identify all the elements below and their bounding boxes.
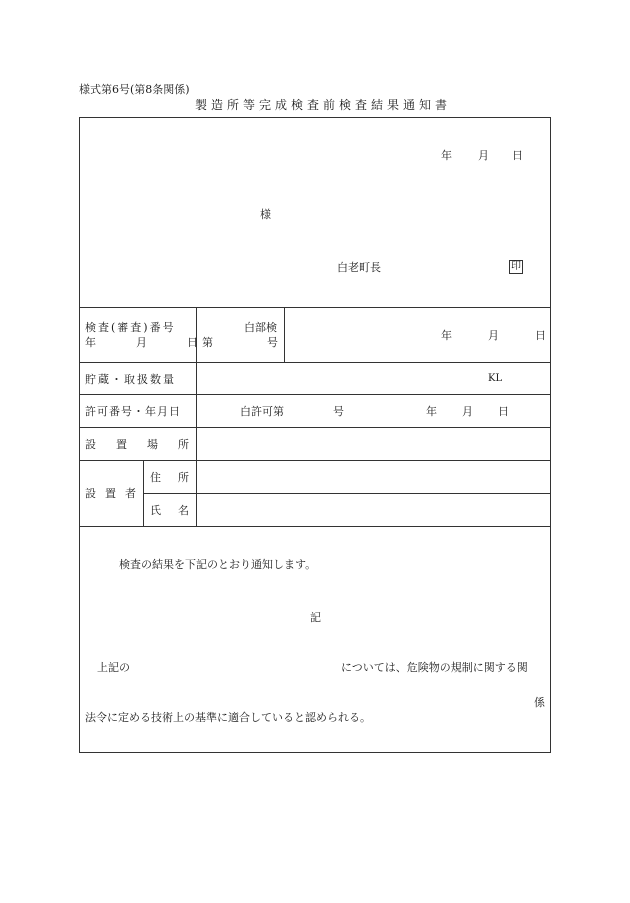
row-divider	[79, 394, 551, 395]
row-divider	[79, 460, 551, 461]
permit-number-suffix: 号	[333, 405, 344, 418]
storage-label: 貯蔵・取扱数量	[85, 373, 176, 386]
addressee-suffix: 様	[260, 208, 271, 221]
date-day-label: 日	[512, 149, 523, 162]
inspection-number-suffix: 号	[267, 336, 278, 349]
body-line1-left: 上記の	[97, 661, 130, 674]
body-line3: 法令に定める技術上の基準に適合していると認められる。	[85, 711, 371, 724]
permit-label: 許可番号・年月日	[85, 405, 181, 418]
inspection-label-text: 検査(審査)番号	[85, 321, 176, 334]
body-line2-right: 係	[534, 696, 545, 709]
permit-number-prefix: 白許可第	[240, 405, 284, 418]
location-label: 設置場所	[85, 438, 209, 451]
inspection-date-year: 年	[441, 329, 452, 342]
row-divider	[143, 493, 551, 494]
column-divider	[284, 307, 285, 362]
inspection-date-month: 月	[488, 329, 499, 342]
form-frame	[79, 117, 551, 753]
permit-date-month: 月	[462, 405, 473, 418]
inspection-label-line2: 年 月 日	[85, 336, 204, 349]
storage-unit: KL	[488, 373, 503, 384]
inspection-number-prefix: 第	[202, 336, 213, 349]
seal-mark: 印	[511, 261, 521, 272]
ki-heading: 記	[310, 611, 321, 624]
installer-name-label: 氏名	[150, 504, 206, 517]
form-number: 様式第6号(第8条関係)	[79, 83, 190, 96]
row-divider	[79, 307, 551, 308]
inspection-date-day: 日	[535, 329, 546, 342]
row-divider	[79, 362, 551, 363]
notice-text: 検査の結果を下記のとおり通知します。	[119, 558, 317, 571]
issuer-name: 白老町長	[337, 261, 381, 274]
row-divider	[79, 526, 551, 527]
permit-date-year: 年	[426, 405, 437, 418]
document-title: 製造所等完成検査前検査結果通知書	[195, 98, 452, 112]
installer-address-label: 住所	[150, 471, 206, 484]
body-line1-right: については、危険物の規制に関する関	[341, 661, 528, 674]
inspection-label-line1	[85, 322, 190, 333]
date-year-label: 年	[441, 149, 452, 162]
installer-label: 設置者	[85, 487, 145, 500]
row-divider	[79, 427, 551, 428]
date-month-label: 月	[478, 149, 489, 162]
permit-date-day: 日	[498, 405, 509, 418]
inspection-dept-prefix: 白部検	[244, 321, 277, 334]
